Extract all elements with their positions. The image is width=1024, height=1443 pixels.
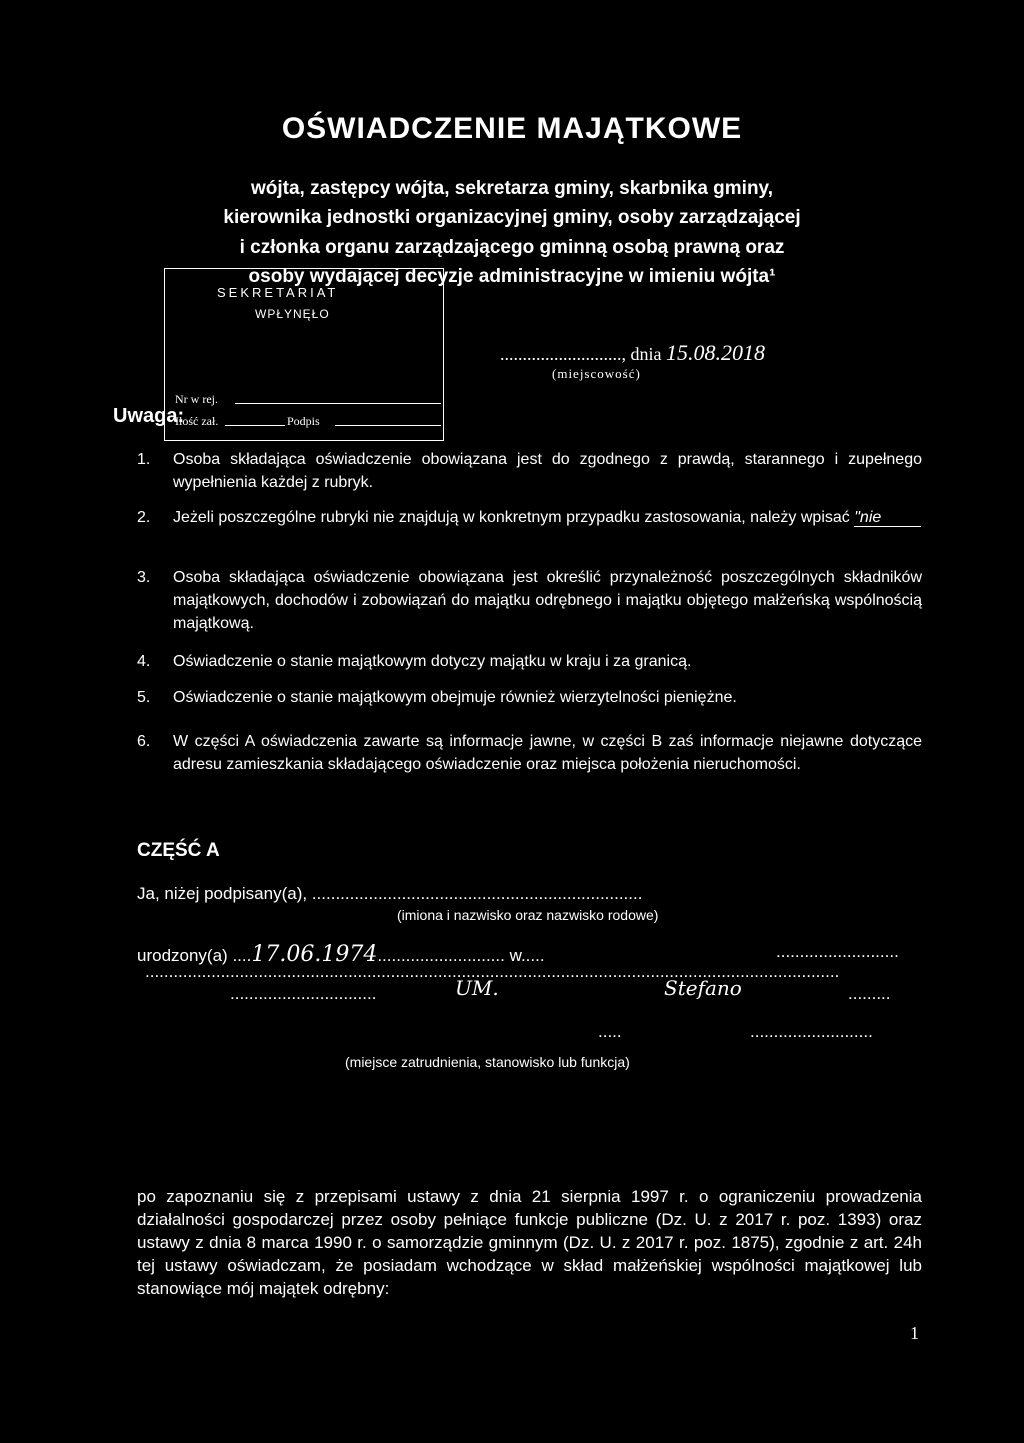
stamp-nr-rej: Nr w rej. xyxy=(175,392,218,406)
page-number: 1 xyxy=(910,1323,919,1343)
ja-label: Ja, niżej podpisany(a), xyxy=(137,884,308,903)
ja-caption: (imiona i nazwisko oraz nazwisko rodowe) xyxy=(397,907,659,923)
note-number: 2. xyxy=(137,509,151,526)
note-number: 3. xyxy=(137,569,151,586)
note-text: W części A oświadczenia zawarte są informacje jawne, w części B zaś informacje niejawne dotyczące adresu zamieszkania składającego oświadczenie oraz miejsca położenia nieruchomości. xyxy=(173,733,922,773)
note-6 xyxy=(137,730,922,776)
note-3 xyxy=(137,566,922,635)
stamp-podpis: Podpis xyxy=(287,414,320,428)
w-label: w xyxy=(509,946,521,965)
note-text: Osoba składająca oświadczenie obowiązana jest do zgodnego z prawdą, starannego i zupełnego wypełnienia każdej z rubryk. xyxy=(173,451,922,491)
registry-stamp xyxy=(164,268,444,441)
handwritten-birthdate: 17.06.1974 xyxy=(251,942,378,967)
subtitle-line-4: osoby wydającej decyzje administracyjne w imieniu wójta¹ xyxy=(248,266,776,287)
document-title: OŚWIADCZENIE MAJĄTKOWE xyxy=(281,112,743,145)
stamp-ilosc-line xyxy=(225,425,285,426)
subtitle-line-1: wójta, zastępcy wójta, sekretarza gminy, skarbnika gminy, xyxy=(251,178,773,199)
declaration-text: po zapoznaniu się z przepisami ustawy z dnia 21 sierpnia 1997 r. o ograniczeniu prowadzenia działalności gospodarczej przez osoby pełniące funkcje publiczne (Dz. U. z 2017 r. poz. 1393) oraz ustawy z dnia 8 marca 1990 r. o samorządzie gminnym (Dz. U. z 2017 r. poz. 1875), zgodnie z art. 24h tej ustawy oświadczam, że posiadam wchodzące w skład małżeńskiej wspólności majątkowej lub stanowiące mój majątek odrębny: xyxy=(137,1187,922,1298)
note-number: 6. xyxy=(137,733,151,750)
note-5 xyxy=(137,686,922,709)
note-4 xyxy=(137,650,922,673)
note-text: Oświadczenie o stanie majątkowym obejmuje również wierzytelności pieniężne. xyxy=(173,689,737,706)
stamp-podpis-line xyxy=(335,425,441,426)
urodzony-label: urodzony(a) xyxy=(137,946,228,965)
place-date-line xyxy=(500,340,765,366)
urodzony-line: urodzony(a) ....17.06.1974........................... w..... xyxy=(137,942,545,967)
place-dots: ........................... xyxy=(500,344,622,364)
stamp-wplynelo: WPŁYNĘŁO xyxy=(255,307,330,321)
section-a-heading: CZĘŚĆ A xyxy=(137,840,220,861)
note-2 xyxy=(137,506,922,529)
dots-row-1: ................................................................................................................................................... xyxy=(145,962,840,981)
ja-dots: ...................................................................... xyxy=(311,884,643,903)
stamp-sekretariat: SEKRETARIAT xyxy=(217,285,339,300)
note-number: 5. xyxy=(137,689,151,706)
place-caption: (miejscowość) xyxy=(552,366,641,381)
note-text: Oświadczenie o stanie majątkowym dotyczy majątku w kraju i za granicą. xyxy=(173,653,692,670)
note-number: 1. xyxy=(137,451,151,468)
note-nie-value: "nie xyxy=(854,509,921,527)
handwritten-stefano: Stefano xyxy=(664,976,742,1000)
note-text: Jeżeli poszczególne rubryki nie znajdują w konkretnym przypadku zastosowania, należy wpisać xyxy=(173,509,850,526)
employment-caption: (miejsce zatrudnienia, stanowisko lub funkcja) xyxy=(345,1054,630,1070)
handwritten-date: 15.08.2018 xyxy=(666,340,765,365)
stamp-bottom-line xyxy=(165,440,443,441)
note-number: 4. xyxy=(137,653,151,670)
ja-line xyxy=(137,884,642,904)
stamp-ilosc-zal: Ilość zał. xyxy=(175,414,219,428)
uwaga-heading: Uwaga: xyxy=(113,405,185,427)
subtitle-line-3: i członka organu zarządzającego gminną osobą prawną oraz xyxy=(239,237,785,258)
stamp-nr-line xyxy=(235,403,441,404)
subtitle-line-2: kierownika jednostki organizacyjnej gminy, osoby zarządzającej xyxy=(223,207,801,228)
handwritten-um: UM. xyxy=(455,976,499,1000)
note-1 xyxy=(137,448,922,494)
date-label: , dnia xyxy=(621,344,662,364)
note-text: Osoba składająca oświadczenie obowiązana jest określić przynależność poszczególnych składników majątkowych, dochodów i zobowiązań do majątku odrębnego i majątku objętego małżeńską wspólnością majątkową. xyxy=(173,569,922,632)
